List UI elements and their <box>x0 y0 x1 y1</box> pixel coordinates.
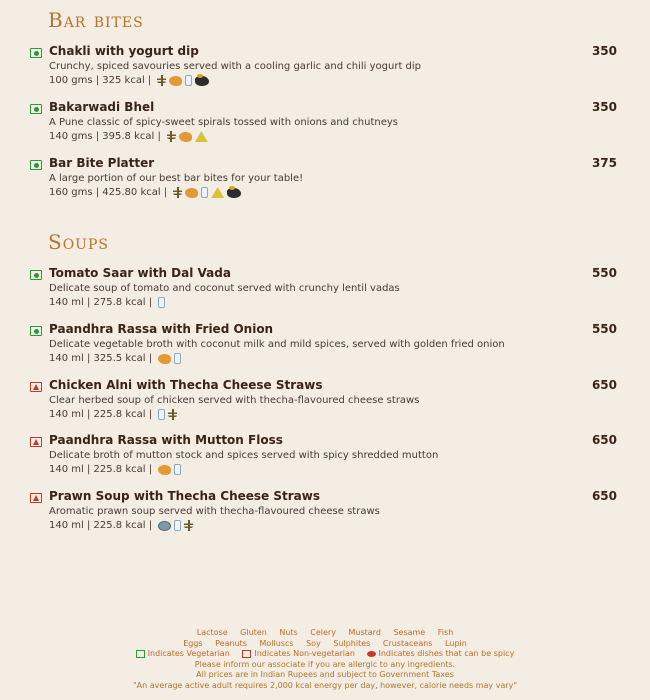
item-name: Paandhra Rassa with Mutton Floss <box>49 433 283 447</box>
menu-item <box>30 489 620 539</box>
veg-indicator-icon <box>30 104 42 114</box>
item-meta <box>49 131 208 142</box>
legend-mustard: Mustard <box>348 628 381 637</box>
allergy-notice: Please inform our associate if you are allergic to any ingredients. <box>194 659 456 669</box>
item-name: Tomato Saar with Dal Vada <box>49 266 231 280</box>
veg-indicator-icon <box>136 650 145 658</box>
legend-sulphites: Sulphites <box>333 638 371 648</box>
mustard-icon <box>195 131 208 142</box>
item-description: Clear herbed soup of chicken served with thecha-flavoured cheese straws <box>49 395 420 406</box>
menu-item <box>30 156 620 206</box>
chili-icon <box>367 651 376 657</box>
legend-peanuts: Peanuts <box>215 638 247 648</box>
item-description: Delicate broth of mutton stock and spices served with spicy shredded mutton <box>49 450 439 461</box>
menu-item <box>30 322 620 372</box>
legend-lupin: Lupin <box>445 638 467 648</box>
veg-indicator-icon <box>30 326 42 336</box>
gluten-icon <box>157 75 166 86</box>
legend-nonveg-label: Indicates Non-vegetarian <box>254 649 355 658</box>
item-description: Delicate soup of tomato and coconut served with crunchy lentil vadas <box>49 283 400 294</box>
legend-sesame: Sesame <box>393 628 426 637</box>
item-description: Delicate vegetable broth with coconut milk and mild spices, served with golden fried onion <box>49 339 505 350</box>
item-price: 350 <box>591 44 617 58</box>
section-title-bar-bites: Bar bites <box>48 8 144 32</box>
lactose-icon <box>158 409 165 420</box>
item-portion-calories: 140 ml | 225.8 kcal | <box>49 464 153 475</box>
nuts-icon <box>169 76 182 86</box>
legend-molluscs: Molluscs <box>259 638 294 648</box>
nonveg-indicator-icon <box>30 382 42 392</box>
item-portion-calories: 100 gms | 325 kcal | <box>49 75 152 86</box>
item-price: 650 <box>591 378 617 392</box>
item-portion-calories: 140 gms | 395.8 kcal | <box>49 131 161 142</box>
menu-item <box>30 44 620 94</box>
item-portion-calories: 140 ml | 225.8 kcal | <box>49 520 153 531</box>
gluten-icon <box>184 520 193 531</box>
item-name: Chakli with yogurt dip <box>49 44 199 58</box>
item-portion-calories: 160 gms | 425.80 kcal | <box>49 187 168 198</box>
legend-spicy-label: Indicates dishes that can be spicy <box>378 649 515 658</box>
legend-eggs: Eggs <box>183 638 203 648</box>
nonveg-indicator-icon <box>30 493 42 503</box>
veg-indicator-icon <box>30 160 42 170</box>
menu-item <box>30 433 620 483</box>
item-portion-calories: 140 ml | 275.8 kcal | <box>49 297 153 308</box>
item-description: Crunchy, spiced savouries served with a cooling garlic and chili yogurt dip <box>49 61 422 72</box>
legend-veg-label: Indicates Vegetarian <box>147 649 230 658</box>
mustard-icon <box>211 187 224 198</box>
lactose-icon <box>158 297 165 308</box>
legend-fish: Fish <box>437 628 454 637</box>
menu-item <box>30 266 620 316</box>
item-name: Chicken Alni with Thecha Cheese Straws <box>49 378 323 392</box>
gluten-icon <box>167 131 176 142</box>
menu-item <box>30 378 620 428</box>
sesame-icon <box>227 188 241 198</box>
item-name: Bar Bite Platter <box>49 156 155 170</box>
molluscs-icon <box>158 521 171 531</box>
veg-indicator-icon <box>30 270 42 280</box>
item-price: 350 <box>591 100 617 114</box>
item-meta <box>49 75 209 86</box>
legend-celery: Celery <box>310 628 336 637</box>
nonveg-indicator-icon <box>30 437 42 447</box>
lactose-icon <box>174 353 181 364</box>
legend-row-1 <box>0 628 650 639</box>
item-meta <box>49 297 165 308</box>
item-meta <box>49 409 177 420</box>
item-name: Prawn Soup with Thecha Cheese Straws <box>49 489 320 503</box>
legend-soy: Soy <box>306 638 321 648</box>
lactose-icon <box>185 75 192 86</box>
item-price: 650 <box>591 489 617 503</box>
item-price: 550 <box>591 266 617 280</box>
allergen-legend <box>0 628 650 691</box>
legend-crustaceans: Crustaceans <box>382 638 433 648</box>
item-portion-calories: 140 ml | 325.5 kcal | <box>49 353 153 364</box>
item-meta <box>49 464 181 475</box>
lactose-icon <box>174 520 181 531</box>
menu-item <box>30 100 620 150</box>
item-description: A Pune classic of spicy-sweet spirals tossed with onions and chutneys <box>49 117 399 128</box>
nonveg-indicator-icon <box>242 650 251 658</box>
nuts-icon <box>158 354 171 364</box>
item-name: Bakarwadi Bhel <box>49 100 155 114</box>
section-title-soups: Soups <box>48 230 109 254</box>
item-price: 650 <box>591 433 617 447</box>
gluten-icon <box>173 187 182 198</box>
legend-row-3 <box>0 649 650 660</box>
item-description: Aromatic prawn soup served with thecha-flavoured cheese straws <box>49 506 380 517</box>
legend-lactose: Lactose <box>196 628 228 637</box>
calorie-notice: "An average active adult requires 2,000 kcal energy per day, however, calorie needs may vary" <box>132 680 518 690</box>
lactose-icon <box>201 187 208 198</box>
nuts-icon <box>158 465 171 475</box>
item-description: A large portion of our best bar bites for your table! <box>49 173 304 184</box>
item-price: 375 <box>591 156 617 170</box>
legend-gluten: Gluten <box>240 628 267 637</box>
item-price: 550 <box>591 322 617 336</box>
gluten-icon <box>168 409 177 420</box>
item-meta <box>49 520 193 531</box>
nuts-icon <box>179 132 192 142</box>
nuts-icon <box>185 188 198 198</box>
lactose-icon <box>174 464 181 475</box>
item-meta <box>49 353 181 364</box>
sesame-icon <box>195 76 209 86</box>
legend-nuts: Nuts <box>279 628 298 637</box>
tax-notice: All prices are in Indian Rupees and subject to Government Taxes <box>196 670 454 679</box>
item-meta <box>49 187 241 198</box>
legend-row-2 <box>0 639 650 650</box>
veg-indicator-icon <box>30 48 42 58</box>
item-portion-calories: 140 ml | 225.8 kcal | <box>49 409 153 420</box>
item-name: Paandhra Rassa with Fried Onion <box>49 322 274 336</box>
